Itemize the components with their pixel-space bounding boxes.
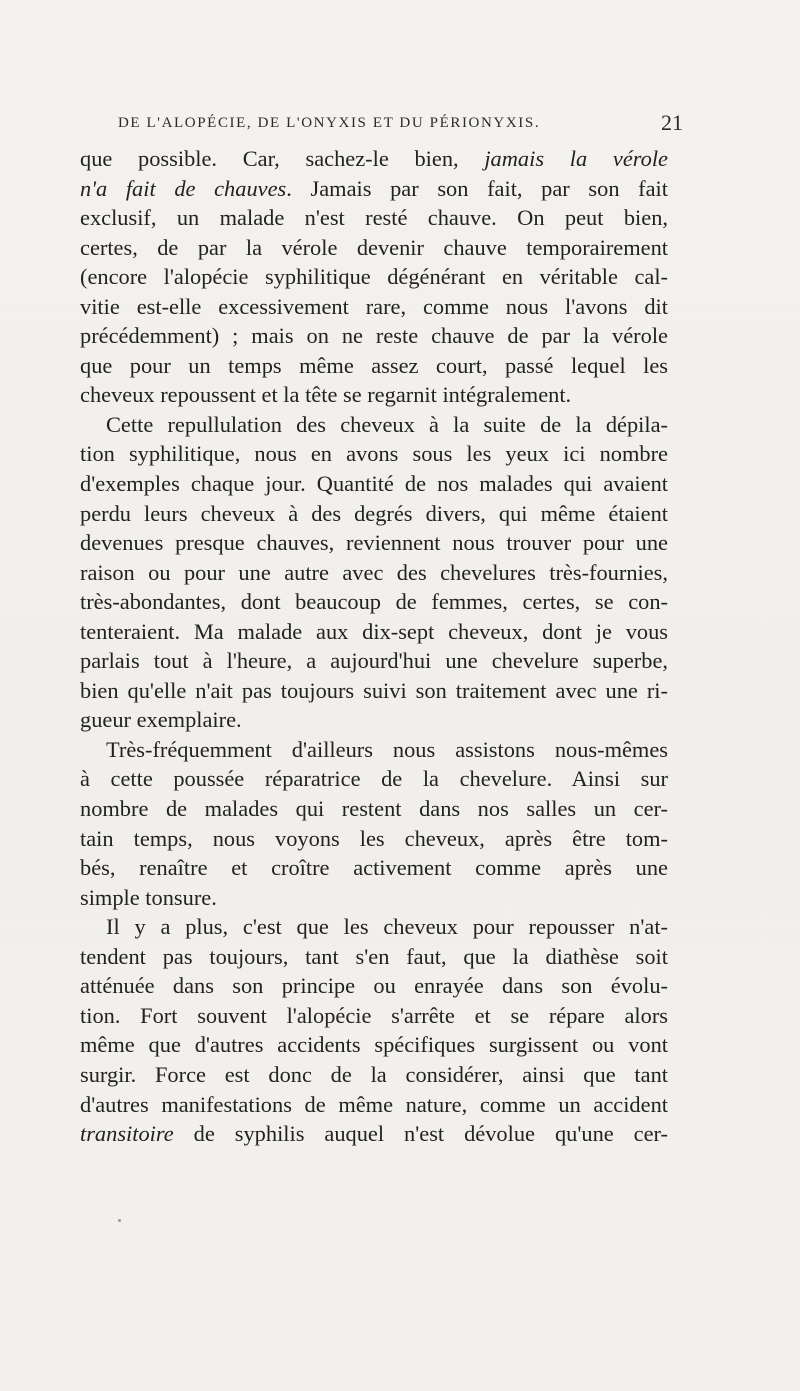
text-run: perdu leurs cheveux à des degrés divers, qui même étaient xyxy=(80,500,668,526)
text-line xyxy=(80,380,668,410)
text-run: même que d'autres accidents spécifiques surgissent ou vont xyxy=(80,1032,668,1058)
text-run: d'autres manifestations de même nature, comme un accident xyxy=(80,1091,668,1117)
text-run: que possible. Car, sachez-le bien, xyxy=(80,146,485,171)
text-run: tenteraient. Ma malade aux dix-sept cheveux, dont je vous xyxy=(80,618,668,644)
text-line xyxy=(80,351,668,381)
text-run: raison ou pour une autre avec des chevelures très-fournies, xyxy=(80,559,668,585)
text-line xyxy=(80,1030,668,1060)
text-line xyxy=(80,646,668,676)
text-run: parlais tout à l'heure, a aujourd'hui une chevelure superbe, xyxy=(80,648,668,674)
text-line xyxy=(80,971,668,1001)
text-run: tain temps, nous voyons les cheveux, après être tom- xyxy=(80,825,668,851)
text-line xyxy=(80,735,668,765)
text-run: tendent pas toujours, tant s'en faut, que la diathèse soit xyxy=(80,943,668,969)
text-line xyxy=(80,705,668,735)
text-line xyxy=(80,174,668,204)
text-line xyxy=(80,469,668,499)
text-run: que pour un temps même assez court, passé lequel les xyxy=(80,352,668,378)
text-line xyxy=(80,292,668,322)
text-line xyxy=(80,764,668,794)
text-run: Cette repullulation des cheveux à la suite de la dépila- xyxy=(106,411,668,437)
text-line xyxy=(80,1119,668,1149)
page-number: 21 xyxy=(661,110,683,135)
text-run: Il y a plus, c'est que les cheveux pour repousser n'at- xyxy=(106,914,668,940)
text-run: bien qu'elle n'ait pas toujours suivi son traitement avec une ri- xyxy=(80,677,668,703)
text-line xyxy=(80,499,668,529)
text-line xyxy=(80,410,668,440)
body-text xyxy=(80,144,668,1149)
text-run: cheveux repoussent et la tête se regarnit intégralement. xyxy=(80,382,572,408)
text-run: devenues presque chauves, reviennent nous trouver pour une xyxy=(80,530,668,556)
text-line xyxy=(80,587,668,617)
text-run: simple tonsure. xyxy=(80,884,217,910)
text-run: de syphilis auquel n'est dévolue qu'une cer- xyxy=(173,1121,668,1147)
text-run: (encore l'alopécie syphilitique dégénérant en véritable cal- xyxy=(80,264,668,290)
text-line xyxy=(80,942,668,972)
text-line xyxy=(80,558,668,588)
text-run: . Jamais par son fait, par son fait xyxy=(286,175,669,201)
text-line xyxy=(80,824,668,854)
italic-run: n'a fait de chauves xyxy=(80,175,287,201)
text-run: précédemment) ; mais on ne reste chauve de par la vérole xyxy=(80,323,668,349)
text-run: à cette poussée réparatrice de la chevelure. Ainsi sur xyxy=(80,766,668,792)
text-line xyxy=(80,1060,668,1090)
text-line xyxy=(80,233,668,263)
page-header xyxy=(118,110,683,140)
text-line xyxy=(80,912,668,942)
text-line xyxy=(80,617,668,647)
text-run: surgir. Force est donc de la considérer, ainsi que tant xyxy=(80,1061,668,1087)
text-line xyxy=(80,321,668,351)
text-run: Très-fréquemment d'ailleurs nous assistons nous-mêmes xyxy=(106,736,668,762)
text-line xyxy=(80,439,668,469)
text-run: bés, renaître et croître activement comme après une xyxy=(80,855,668,881)
text-line xyxy=(80,794,668,824)
text-run: vitie est-elle excessivement rare, comme nous l'avons dit xyxy=(80,293,668,319)
text-run: gueur exemplaire. xyxy=(80,707,242,733)
text-line xyxy=(80,883,668,913)
text-run: certes, de par la vérole devenir chauve temporairement xyxy=(80,234,668,260)
text-run: tion syphilitique, nous en avons sous les yeux ici nombre xyxy=(80,441,668,467)
text-run: d'exemples chaque jour. Quantité de nos malades qui avaient xyxy=(80,471,668,497)
text-line xyxy=(80,1090,668,1120)
ink-speck xyxy=(118,1219,121,1222)
text-line xyxy=(80,676,668,706)
text-line xyxy=(80,528,668,558)
text-line xyxy=(80,853,668,883)
italic-run: jamais la vérole xyxy=(484,146,668,171)
text-line xyxy=(80,1001,668,1031)
text-run: exclusif, un malade n'est resté chauve. On peut bien, xyxy=(80,205,668,231)
text-run: très-abondantes, dont beaucoup de femmes, certes, se con- xyxy=(80,589,668,615)
text-line xyxy=(80,144,668,174)
text-line xyxy=(80,203,668,233)
running-head: DE L'ALOPÉCIE, DE L'ONYXIS ET DU PÉRIONYXIS. xyxy=(118,115,541,131)
text-run: nombre de malades qui restent dans nos salles un cer- xyxy=(80,796,668,822)
text-run: atténuée dans son principe ou enrayée dans son évolu- xyxy=(80,973,668,999)
text-run: tion. Fort souvent l'alopécie s'arrête et se répare alors xyxy=(80,1002,668,1028)
text-line xyxy=(80,262,668,292)
italic-run: transitoire xyxy=(80,1121,174,1147)
